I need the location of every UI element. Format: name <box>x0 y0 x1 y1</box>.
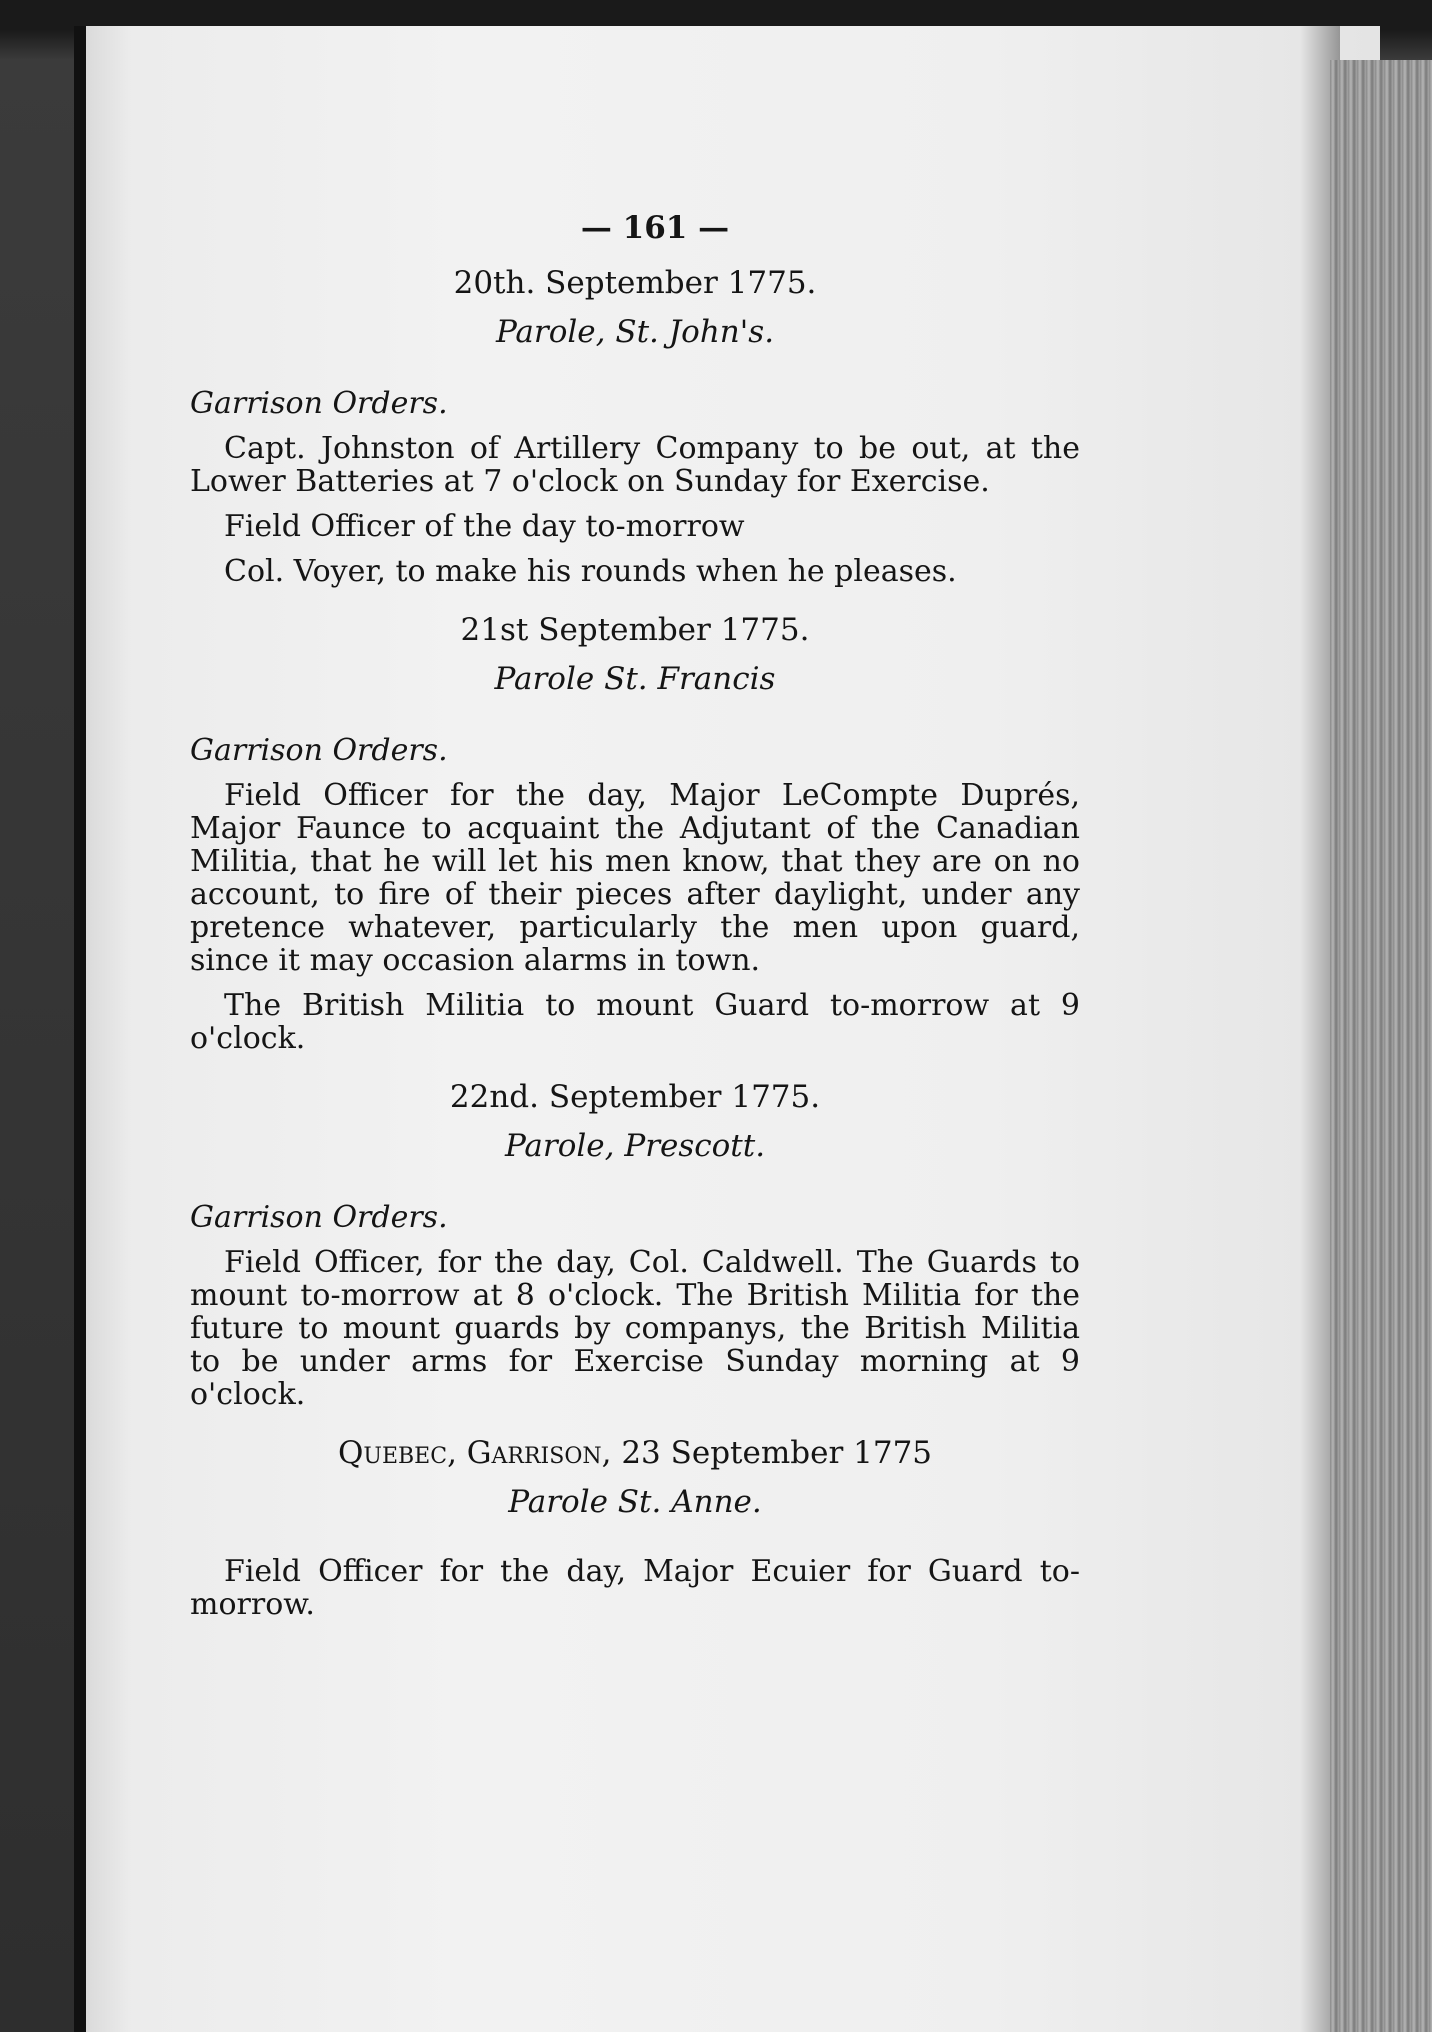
entry-21-september <box>190 612 1080 1055</box>
entry-parole: Parole, St. John's. <box>495 314 775 350</box>
entry-paragraph: Field Officer for the day, Major Ecuier for Guard to-morrow. <box>190 1554 1080 1622</box>
comma: , <box>601 1435 622 1471</box>
entry-23-september <box>190 1435 1080 1621</box>
entry-heading: Garrison Orders. <box>190 1200 448 1235</box>
place-garrison: Garrison <box>466 1435 602 1471</box>
place-quebec: Quebec <box>337 1435 448 1471</box>
entry-heading: Garrison Orders. <box>190 733 448 768</box>
entry-paragraph: Field Officer for the day, Major LeCompte Duprés, Major Faunce to acquaint the Adjutant of the Canadian Militia, that he will let his men know, that they are on no account, to fire of their pieces after daylight, under any pretence whatever, particularly the men upon guard, since it may occasion alarms in town. <box>190 778 1080 978</box>
entry-date: 23 September 1775 <box>621 1435 933 1471</box>
entry-20-september <box>190 265 1080 588</box>
entry-date: 22nd. September 1775. <box>449 1079 821 1115</box>
entry-parole: Parole St. Anne. <box>508 1484 762 1520</box>
comma: , <box>447 1435 467 1471</box>
page-edges-stack <box>1330 60 1432 2032</box>
left-binding-edge <box>74 26 86 2032</box>
entry-heading: Garrison Orders. <box>190 386 448 421</box>
page-number: — 161 — <box>580 210 730 246</box>
entry-paragraph: Field Officer, for the day, Col. Caldwell. The Guards to mount to-morrow at 8 o'clock. The British Militia for the future to mount guards by companys, the British Militia to be under arms for Exercise Sunday morning at 9 o'clock. <box>190 1245 1080 1412</box>
entry-parole: Parole, Prescott. <box>504 1128 766 1164</box>
entry-22-september <box>190 1079 1080 1411</box>
entry-date: 21st September 1775. <box>460 612 810 648</box>
entry-parole: Parole St. Francis <box>494 661 776 697</box>
entry-paragraph: The British Militia to mount Guard to-morrow at 9 o'clock. <box>190 988 1080 1056</box>
entry-paragraph: Capt. Johnston of Artillery Company to be out, at the Lower Batteries at 7 o'clock on Sunday for Exercise. <box>190 431 1080 499</box>
page-text <box>190 210 1080 1633</box>
entry-paragraph: Col. Voyer, to make his rounds when he pleases. <box>224 554 957 589</box>
entry-paragraph: Field Officer of the day to-morrow <box>224 509 745 544</box>
entry-date: 20th. September 1775. <box>453 265 817 301</box>
entry-dateline <box>190 1435 1080 1472</box>
